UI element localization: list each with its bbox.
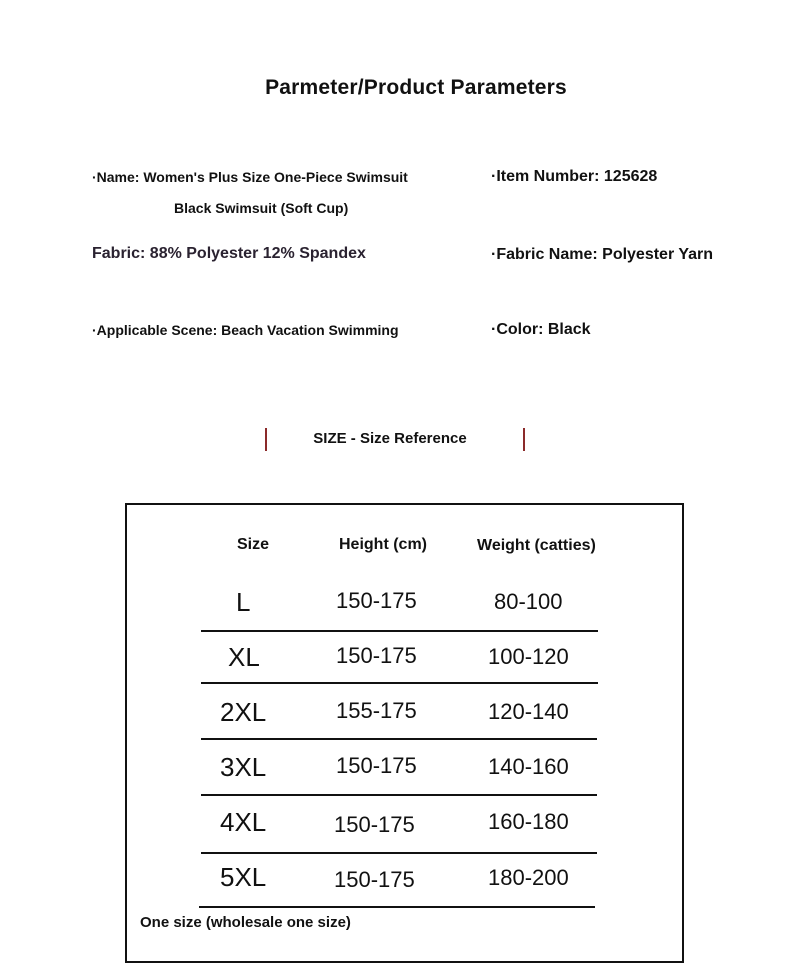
- row-divider: [201, 738, 597, 740]
- param-name-line2: Black Swimsuit (Soft Cup): [174, 200, 349, 216]
- row-height: 155-175: [336, 698, 417, 723]
- row-divider: [201, 794, 597, 796]
- size-heading-right-bar: [523, 428, 525, 451]
- row-weight: 100-120: [488, 644, 569, 669]
- page-title: Parmeter/Product Parameters: [265, 76, 567, 99]
- header-size: Size: [237, 536, 270, 553]
- size-footnote: One size (wholesale one size): [140, 914, 351, 931]
- row-size: 5XL: [220, 862, 267, 892]
- param-name-line1: ·Name: Women's Plus Size One-Piece Swimsuit: [92, 169, 408, 185]
- header-height: Height (cm): [339, 536, 427, 553]
- param-applicable-scene: ·Applicable Scene: Beach Vacation Swimming: [92, 322, 399, 338]
- row-size: L: [236, 587, 251, 617]
- row-divider: [199, 906, 595, 908]
- param-color: ·Color: Black: [491, 321, 591, 338]
- row-height: 150-175: [336, 588, 417, 613]
- row-divider: [201, 682, 598, 684]
- row-divider: [201, 630, 598, 632]
- row-size: 3XL: [220, 752, 267, 782]
- row-size: 4XL: [220, 807, 267, 837]
- row-size: XL: [228, 642, 260, 672]
- param-fabric-name: ·Fabric Name: Polyester Yarn: [491, 246, 714, 263]
- row-height: 150-175: [336, 643, 417, 668]
- size-table: [125, 503, 684, 963]
- row-weight: 120-140: [488, 699, 569, 724]
- row-weight: 80-100: [494, 589, 563, 614]
- row-height: 150-175: [334, 812, 415, 837]
- row-height: 150-175: [336, 753, 417, 778]
- size-heading: SIZE - Size Reference: [313, 430, 467, 447]
- row-height: 150-175: [334, 867, 415, 892]
- row-weight: 180-200: [488, 865, 569, 890]
- row-weight: 140-160: [488, 754, 569, 779]
- param-fabric: Fabric: 88% Polyester 12% Spandex: [92, 245, 366, 262]
- row-divider: [201, 852, 597, 854]
- row-size: 2XL: [220, 697, 267, 727]
- header-weight: Weight (catties): [477, 537, 596, 554]
- param-item-number: ·Item Number: 125628: [491, 168, 658, 185]
- row-weight: 160-180: [488, 809, 569, 834]
